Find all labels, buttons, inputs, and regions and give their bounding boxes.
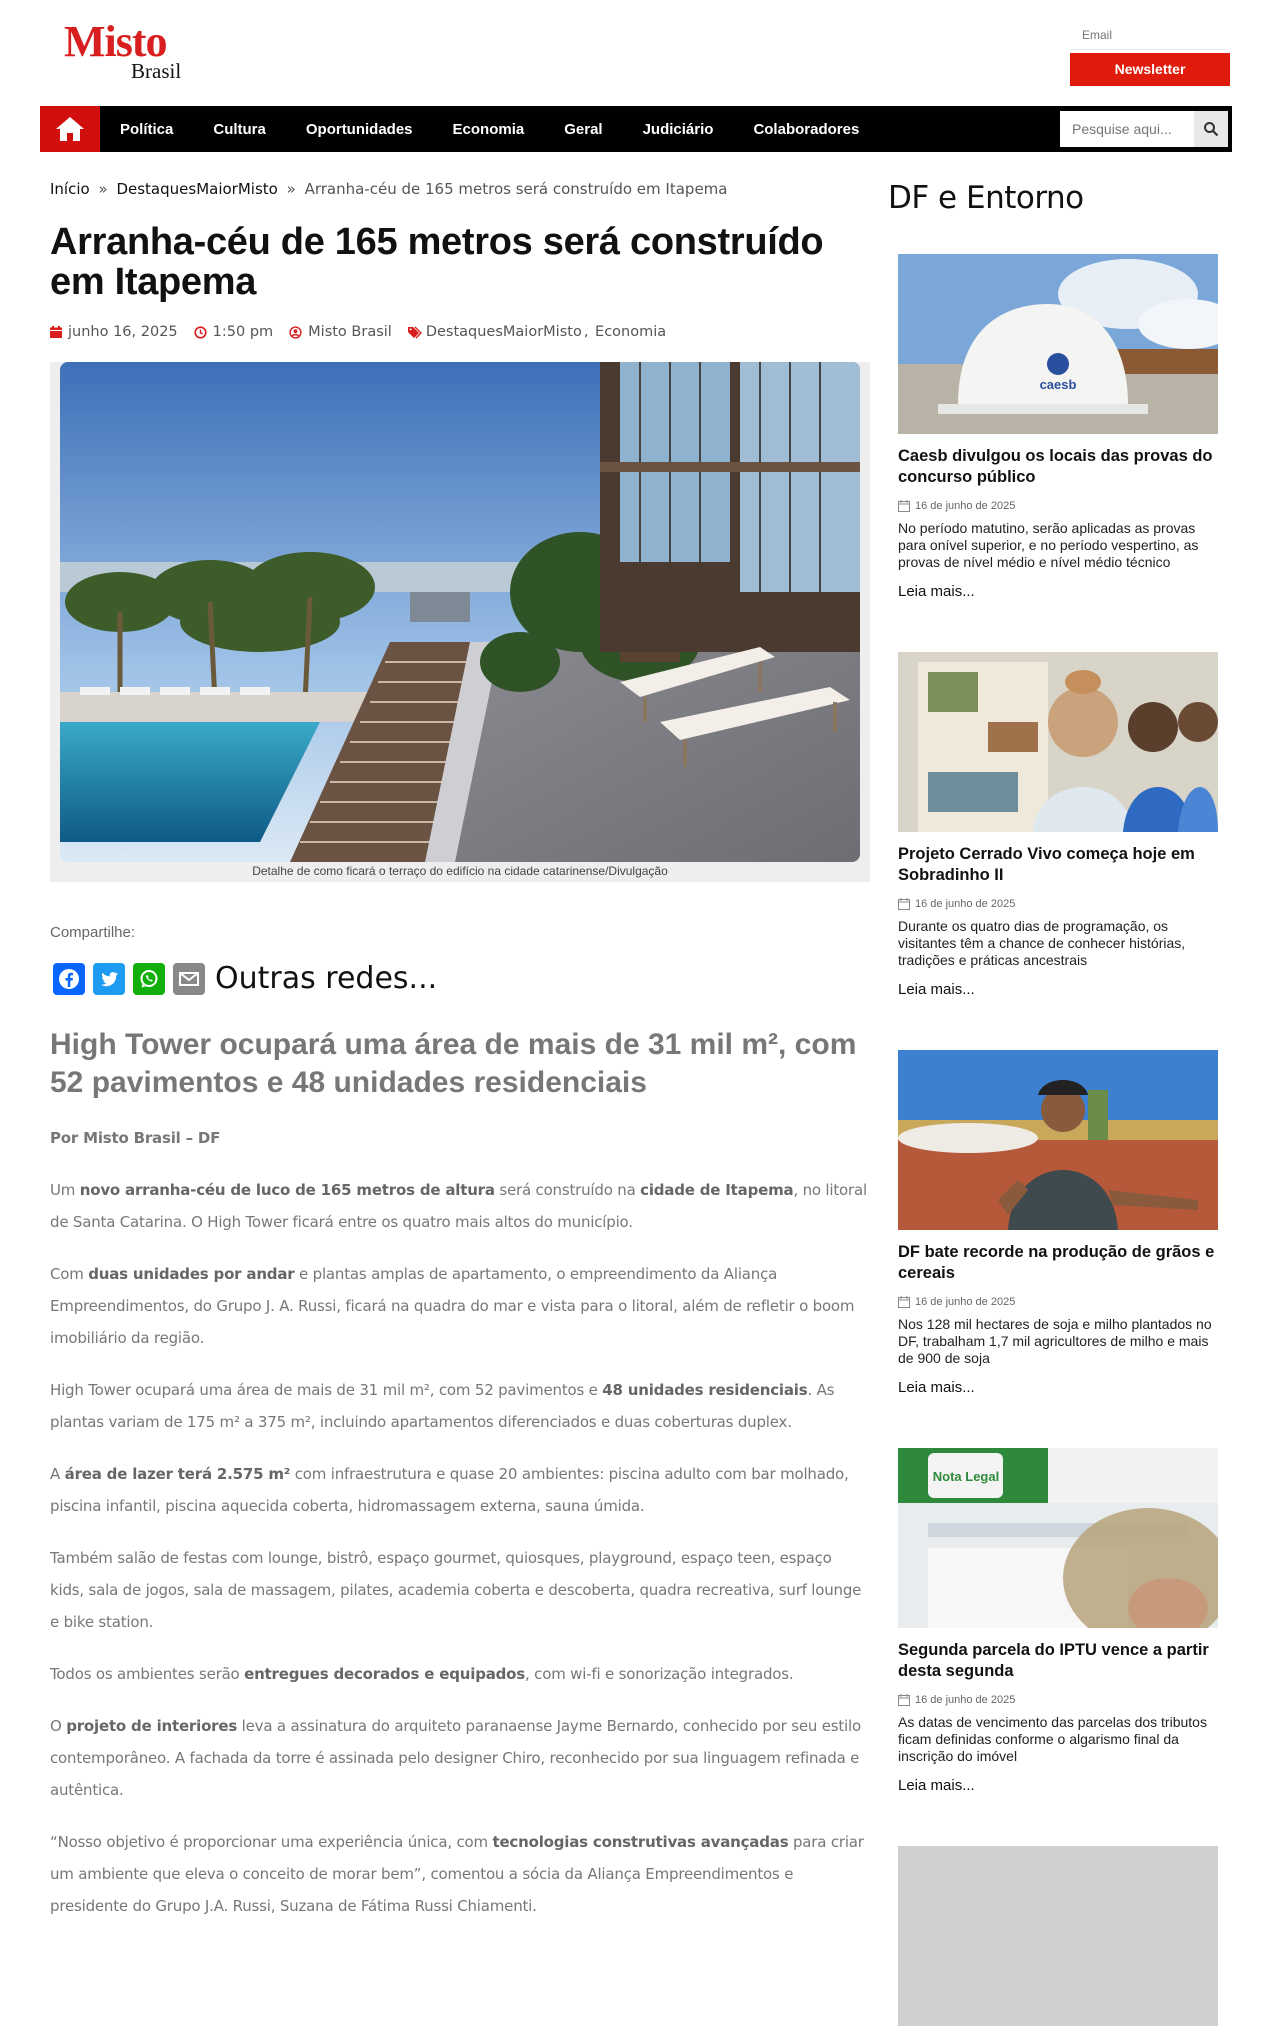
breadcrumb-category[interactable]: DestaquesMaiorMisto: [116, 180, 278, 198]
article-paragraph: Também salão de festas com lounge, bistrô, espaço gourmet, quiosques, playground, espaço teen, espaço kids, sala de jogos, sala de massagem, pilates, academia coberta e descoberta, quadra recreativa, surf lounge e bike station.: [50, 1549, 862, 1631]
read-more-link[interactable]: Leia mais...: [898, 1379, 975, 1396]
whatsapp-icon: [137, 967, 161, 991]
meta-time[interactable]: [194, 324, 274, 340]
sidebar-title: DF e Entorno: [888, 180, 1084, 216]
article-subtitle: High Tower ocupará uma área de mais de 31 mil m², com 52 pavimentos e 48 unidades residenciais: [50, 1028, 857, 1099]
news-card-date-text: 16 de junho de 2025: [915, 898, 1016, 910]
news-card-date: [898, 898, 1218, 910]
nav-item-judiciario[interactable]: Judiciário: [642, 120, 714, 138]
search-box: [1060, 111, 1228, 147]
share-bar: [50, 961, 870, 996]
meta-author[interactable]: [289, 324, 392, 340]
newsletter-form: [1070, 20, 1230, 86]
article-paragraph: “Nosso objetivo é proporcionar uma experiência única, com tecnologias construtivas avançadas para criar um ambiente que eleva o conceito de morar bem”, comentou a sócia da Aliança Empreendimentos e presidente do Grupo J.A. Russi, Suzana de Fátima Russi Chiamenti.: [50, 1833, 864, 1915]
article-title: Arranha-céu de 165 metros será construído em Itapema: [50, 221, 824, 303]
search-icon: [1203, 121, 1219, 137]
meta-category-link[interactable]: DestaquesMaiorMisto: [425, 324, 582, 340]
share-more-link[interactable]: Outras redes...: [215, 961, 438, 996]
calendar-icon: [50, 326, 62, 338]
meta-category-link[interactable]: Economia: [595, 324, 667, 340]
news-card-date-text: 16 de junho de 2025: [915, 500, 1016, 512]
calendar-icon: [898, 1296, 910, 1308]
user-icon: [289, 326, 302, 339]
news-card-date-text: 16 de junho de 2025: [915, 1694, 1016, 1706]
meta-author-text: Misto Brasil: [308, 324, 392, 340]
nav-items: [100, 106, 879, 152]
home-button[interactable]: [40, 106, 100, 152]
whatsapp-share-button[interactable]: [133, 963, 165, 995]
tags-icon: [408, 326, 424, 339]
meta-time-text: 1:50 pm: [212, 324, 274, 340]
calendar-icon: [898, 1694, 910, 1706]
breadcrumb-current: Arranha-céu de 165 metros será construído em Itapema: [304, 180, 728, 198]
site-logo[interactable]: [64, 17, 204, 83]
news-card-date: [898, 1296, 1218, 1308]
article-paragraph: Todos os ambientes serão entregues decorados e equipados, com wi-fi e sonorização integrados.: [50, 1665, 794, 1683]
site-header: [0, 0, 1280, 105]
breadcrumb-separator: »: [286, 180, 296, 198]
article-byline: Por Misto Brasil – DF: [50, 1129, 221, 1147]
news-card-excerpt: No período matutino, serão aplicadas as provas para onível superior, e no período vespertino, as provas de nível médio e nível médio técnico: [898, 520, 1199, 570]
breadcrumb-home[interactable]: Início: [50, 180, 90, 198]
read-more-link[interactable]: Leia mais...: [898, 981, 975, 998]
news-card-image[interactable]: [898, 1448, 1218, 1628]
search-input[interactable]: [1060, 111, 1194, 147]
search-button[interactable]: [1194, 111, 1228, 147]
email-share-button[interactable]: [173, 963, 205, 995]
meta-date[interactable]: [50, 324, 178, 340]
clock-icon: [194, 326, 207, 339]
svg-text:caesb: caesb: [1039, 377, 1077, 392]
facebook-icon: [57, 967, 81, 991]
news-card-title[interactable]: DF bate recorde na produção de grãos e cereais: [898, 1243, 1215, 1282]
home-icon: [54, 115, 86, 143]
news-card: [898, 1846, 1218, 2026]
envelope-icon: [177, 967, 201, 991]
news-card: [898, 1448, 1218, 1794]
news-card-date: [898, 500, 1218, 512]
article-main: [50, 180, 870, 1922]
featured-image: [60, 362, 860, 862]
meta-date-text: junho 16, 2025: [68, 324, 178, 340]
calendar-icon: [898, 898, 910, 910]
news-card-excerpt: Nos 128 mil hectares de soja e milho plantados no DF, trabalham 1,7 mil agricultores de milho e mais de 900 de soja: [898, 1316, 1212, 1366]
read-more-link[interactable]: Leia mais...: [898, 583, 975, 600]
newsletter-email-field[interactable]: [1070, 20, 1230, 50]
nav-item-colaboradores[interactable]: Colaboradores: [753, 120, 860, 138]
newsletter-button[interactable]: Newsletter: [1070, 53, 1230, 86]
sidebar: [888, 180, 1228, 1794]
nav-item-oportunidades[interactable]: Oportunidades: [305, 120, 413, 138]
svg-text:Nota Legal: Nota Legal: [932, 1469, 1000, 1484]
news-card-date-text: 16 de junho de 2025: [915, 1296, 1016, 1308]
news-card-image[interactable]: [898, 652, 1218, 832]
news-card-image[interactable]: [898, 254, 1218, 434]
article-paragraph: A área de lazer terá 2.575 m² com infraestrutura e quase 20 ambientes: piscina adulto com bar molhado, piscina infantil, piscina aquecida coberta, hidromassagem externa, sauna úmida.: [50, 1465, 849, 1515]
nav-item-cultura[interactable]: Cultura: [213, 120, 266, 138]
article-paragraph: High Tower ocupará uma área de mais de 31 mil m², com 52 pavimentos e 48 unidades residenciais. As plantas variam de 175 m² a 375 m², incluindo apartamentos diferenciados e duas coberturas duplex.: [50, 1381, 835, 1431]
facebook-share-button[interactable]: [53, 963, 85, 995]
breadcrumb: [50, 180, 870, 210]
article-meta: [50, 324, 870, 340]
news-card-excerpt: As datas de vencimento das parcelas dos tributos ficam definidas conforme o algarismo final da inscrição do imóvel: [898, 1714, 1207, 1764]
read-more-link[interactable]: Leia mais...: [898, 1777, 975, 1794]
news-card-title[interactable]: Segunda parcela do IPTU vence a partir desta segunda: [898, 1641, 1209, 1680]
share-label: Compartilhe:: [50, 924, 136, 941]
logo-word: Misto: [64, 17, 167, 66]
nav-item-politica[interactable]: Política: [120, 120, 174, 138]
news-card-image-placeholder[interactable]: [898, 1846, 1218, 2026]
news-card: [898, 652, 1218, 998]
calendar-icon: [898, 500, 910, 512]
news-card: [898, 254, 1218, 600]
article-paragraph: Com duas unidades por andar e plantas amplas de apartamento, o empreendimento da Aliança Empreendimentos, do Grupo J. A. Russi, ficará na quadra do mar e vista para o litoral, além de refletir o boom imobiliário da região.: [50, 1265, 855, 1347]
featured-figure: [50, 362, 870, 882]
news-card-date: [898, 1694, 1218, 1706]
breadcrumb-separator: »: [98, 180, 108, 198]
news-card: [898, 1050, 1218, 1396]
news-card-title[interactable]: Caesb divulgou os locais das provas do concurso público: [898, 447, 1213, 486]
logo-sub: Brasil: [131, 59, 182, 83]
nav-item-economia[interactable]: Economia: [452, 120, 525, 138]
article-paragraph: Um novo arranha-céu de luco de 165 metros de altura será construído na cidade de Itapema, no litoral de Santa Catarina. O High Tower ficará entre os quatro mais altos do município.: [50, 1181, 867, 1231]
news-card-title[interactable]: Projeto Cerrado Vivo começa hoje em Sobradinho II: [898, 845, 1195, 884]
twitter-icon: [97, 967, 121, 991]
news-card-image[interactable]: [898, 1050, 1218, 1230]
nav-item-geral[interactable]: Geral: [564, 120, 603, 138]
meta-category-comma: ,: [583, 324, 594, 340]
main-nav: [40, 106, 1232, 152]
twitter-share-button[interactable]: [93, 963, 125, 995]
image-caption: Detalhe de como ficará o terraço do edifício na cidade catarinense/Divulgação: [252, 864, 668, 878]
meta-categories: [408, 324, 666, 340]
article-body: [50, 1122, 870, 1922]
news-card-excerpt: Durante os quatro dias de programação, os visitantes têm a chance de conhecer histórias, tradições e práticas ancestrais: [898, 918, 1186, 968]
article-paragraph: O projeto de interiores leva a assinatura do arquiteto paranaense Jayme Bernardo, conhecido por seu estilo contemporâneo. A fachada da torre é assinada pelo designer Chiro, reconhecido por sua linguagem refinada e autêntica.: [50, 1717, 861, 1799]
